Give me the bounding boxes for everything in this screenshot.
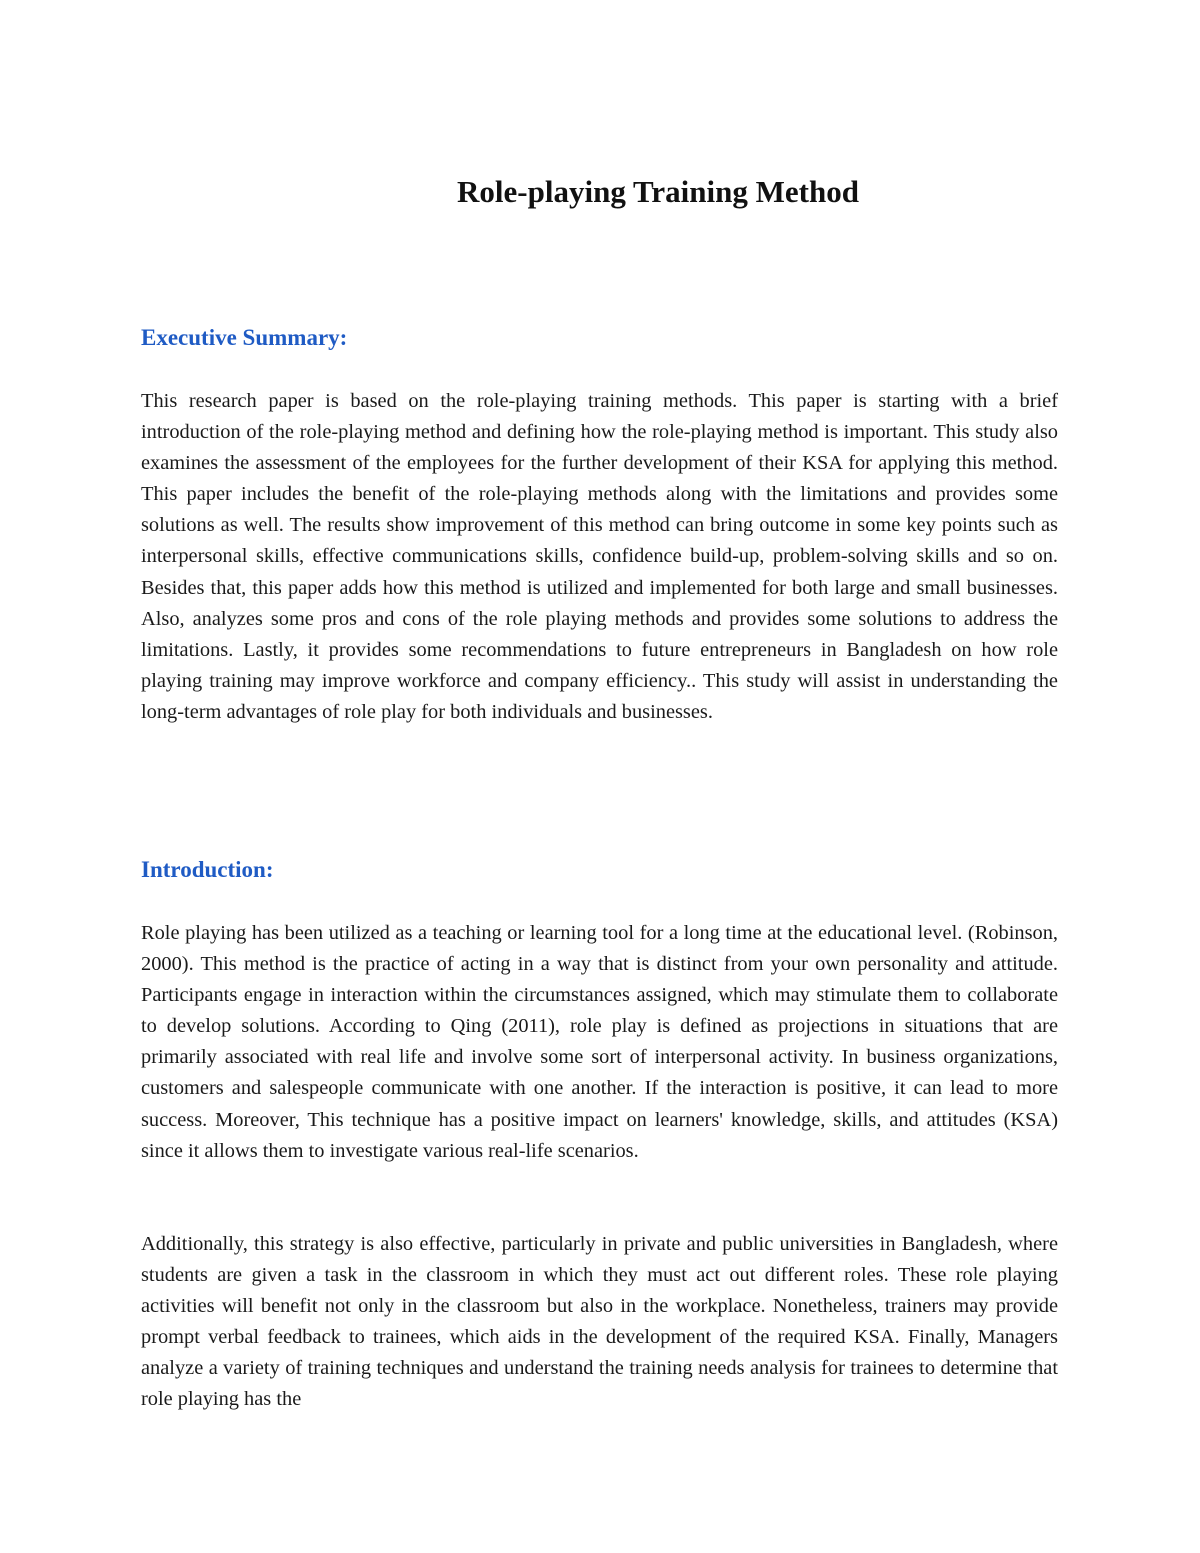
executive-summary-heading: Executive Summary: bbox=[141, 325, 348, 350]
executive-summary-paragraph: This research paper is based on the role-playing training methods. This paper is starting with a brief introduction of the role-playing method and defining how the role-playing method is important. This study also examines the assessment of the employees for the further development of their KSA for applying this method. This paper includes the benefit of the role-playing methods along with the limitations and provides some solutions as well. The results show improvement of this method can bring outcome in some key points such as interpersonal skills, effective communications skills, confidence build-up, problem-solving skills and so on. Besides that, this paper adds how this method is utilized and implemented for both large and small businesses. Also, analyzes some pros and cons of the role playing methods and provides some solutions to address the limitations. Lastly, it provides some recommendations to future entrepreneurs in Bangladesh on how role playing training may improve workforce and company efficiency.. This study will assist in understanding the long-term advantages of role play for both individuals and businesses. bbox=[141, 390, 1058, 723]
document-title: Role-playing Training Method bbox=[457, 174, 859, 209]
introduction-paragraph-1: Role playing has been utilized as a teaching or learning tool for a long time at the educational level. (Robinson, 2000). This method is the practice of acting in a way that is distinct from your own personality and attitude. Participants engage in interaction within the circumstances assigned, which may stimulate them to collaborate to develop solutions. According to Qing (2011), role play is defined as projections in situations that are primarily associated with real life and involve some sort of interpersonal activity. In business organizations, customers and salespeople communicate with one another. If the interaction is positive, it can lead to more success. Moreover, This technique has a positive impact on learners' knowledge, skills, and attitudes (KSA) since it allows them to investigate various real-life scenarios. bbox=[141, 922, 1058, 1162]
introduction-paragraph-2: Additionally, this strategy is also effective, particularly in private and public universities in Bangladesh, where students are given a task in the classroom in which they must act out different roles. These role playing activities will benefit not only in the classroom but also in the workplace. Nonetheless, trainers may provide prompt verbal feedback to trainees, which aids in the development of the required KSA. Finally, Managers analyze a variety of training techniques and understand the training needs analysis for trainees to determine that role playing has the bbox=[141, 1233, 1058, 1411]
introduction-heading: Introduction: bbox=[141, 857, 274, 882]
